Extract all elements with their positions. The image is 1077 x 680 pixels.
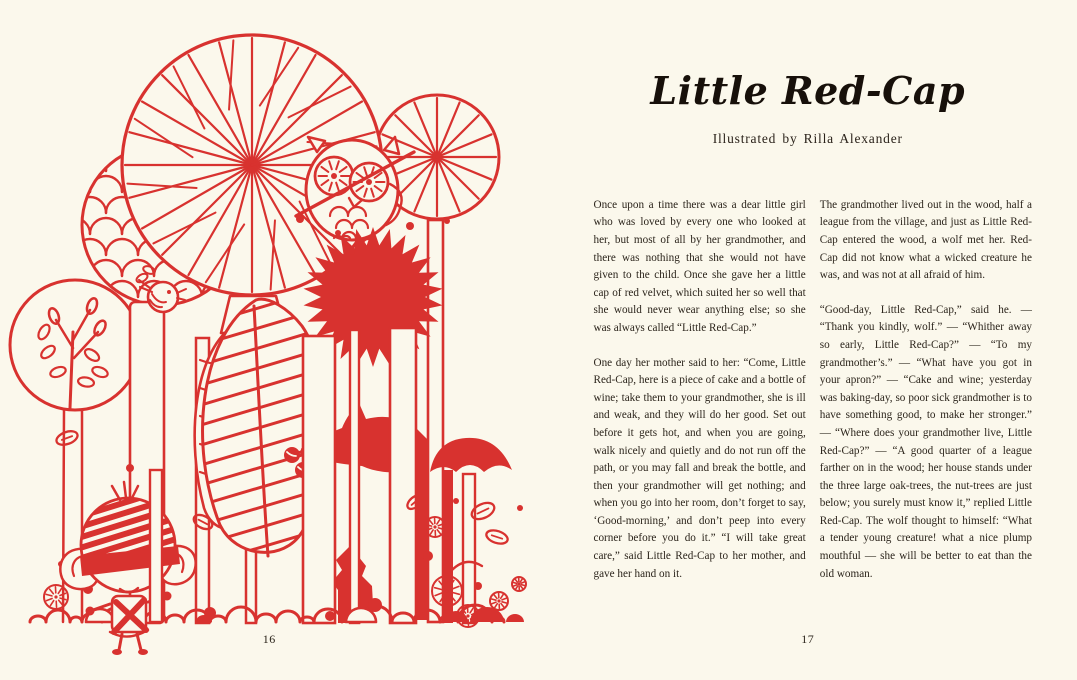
text-column-right: [820, 197, 1032, 600]
page-number-right: 17: [801, 632, 815, 646]
story-columns: [539, 197, 1077, 600]
book-title: Little Red-Cap: [650, 68, 966, 113]
story-paragraph: “Good-day, Little Red-Cap,” said he. — “Thank you kindly, wolf.” — “Whither away so early, Little Red-Cap?” — “To my grandmother’s.” — “What have you got in your apron?” — “Cake and wine; yesterday was baking-day, so poor sick grandmother is to have something good, to make her stronger.” — “Where does your grandmother live, Little Red-Cap?” — “A good quarter of a league farther on in the wood; her house stands under the three large oak-trees, the nut-trees are just below; you surely must know it,” replied Little Red-Cap. The wolf thought to himself: “What a tender young creature! what a nice plump mouthful — she will be better to eat than the old woman.: [819, 303, 1032, 580]
story-paragraph: The grandmother lived out in the wood, half a league from the village, and just as Little Red-Cap entered the wood, a wolf met her. Red-Cap did not know what a wicked creature he was, and was not at all afraid of him.: [819, 198, 1032, 282]
little-red-cap-girl: [60, 476, 195, 655]
story-paragraph: One day her mother said to her: “Come, Little Red-Cap, here is a piece of cake and a bottle of wine; take them to your grandmother, she is ill and weak, and they will do her good. Set out before it gets hot, and when you are going, walk nicely and quietly and do not run off the path, or you may fall and break the bottle, and then your grandmother will get nothing; and when you go into her room, don’t forget to say, ‘Good-morning,’ and don’t peep into every corner before you do it.” “I will take great care,” said Little Red-Cap to her mother, and gave her hand on it.: [593, 356, 806, 580]
page-right: [539, 0, 1077, 680]
page-number-left: 16: [262, 632, 276, 646]
trunks-front: [303, 328, 416, 623]
book-subtitle: Illustrated by Rilla Alexander: [712, 130, 903, 146]
forest-illustration: [0, 0, 538, 680]
story-paragraph: Once upon a time there was a dear little girl who was loved by every one who looked at her, but most of all by her grandmother, and there was nothing that she would not have given to the child. Once she gave her a little cap of red velvet, which suited her so well that she would never wear anything else; so she was always called “Little Red-Cap.”: [593, 198, 806, 334]
thin-trunk: [150, 470, 162, 622]
text-column-left: [594, 197, 806, 600]
